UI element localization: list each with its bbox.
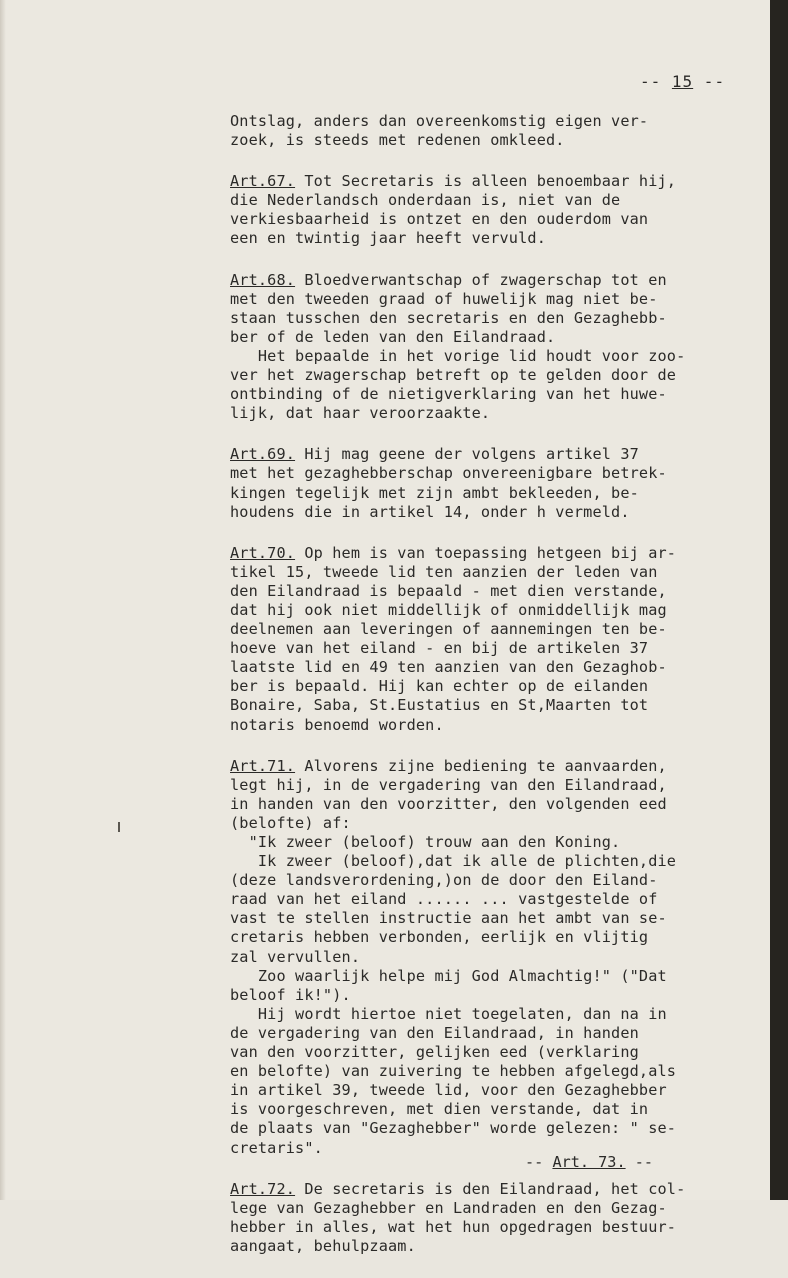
line-text: den Eilandraad is bepaald - met dien verstande, bbox=[230, 581, 667, 600]
text-line bbox=[230, 1139, 750, 1158]
line-text: met den tweeden graad of huwelijk mag niet be- bbox=[230, 289, 658, 308]
text-line bbox=[230, 696, 750, 715]
text-line bbox=[230, 131, 750, 150]
line-text: cretaris". bbox=[230, 1138, 323, 1157]
text-line bbox=[230, 620, 750, 639]
line-text: Tot Secretaris is alleen benoembaar hij, bbox=[295, 172, 677, 191]
line-text: vast te stellen instructie aan het ambt van se- bbox=[230, 909, 667, 928]
line-text: "Ik zweer (beloof) trouw aan den Koning. bbox=[230, 833, 621, 851]
line-text: lege van Gezaghebber en Landraden en den Gezag- bbox=[230, 1198, 667, 1217]
text-line bbox=[230, 366, 750, 385]
line-text: Ik zweer (beloof),dat ik alle de plichten,die bbox=[230, 852, 677, 871]
text-line bbox=[230, 484, 750, 503]
text-line bbox=[230, 1100, 750, 1119]
page-number: -- 15 -- bbox=[640, 72, 726, 91]
article-heading: Art.68. bbox=[230, 270, 296, 289]
text-line bbox=[230, 948, 750, 967]
line-text: notaris benoemd worden. bbox=[230, 715, 444, 734]
article-heading: Art.72. bbox=[230, 1179, 296, 1198]
text-line bbox=[230, 229, 750, 248]
text-line bbox=[230, 544, 750, 563]
text-line bbox=[230, 503, 750, 522]
text-line bbox=[230, 347, 750, 366]
line-text: is voorgeschreven, met dien verstande, dat in bbox=[230, 1100, 649, 1119]
line-text: (belofte) af: bbox=[230, 813, 351, 832]
paragraph bbox=[230, 112, 750, 150]
text-line bbox=[230, 1081, 750, 1100]
text-line bbox=[230, 309, 750, 328]
line-text: raad van het eiland ...... ... vastgestelde of bbox=[230, 890, 658, 909]
text-line bbox=[230, 404, 750, 423]
line-text: Ontslag, anders dan overeenkomstig eigen ver- bbox=[230, 112, 649, 130]
line-text: Hij wordt hiertoe niet toegelaten, dan na in bbox=[230, 1004, 667, 1023]
text-line bbox=[230, 1043, 750, 1062]
article-heading: Art.67. bbox=[230, 172, 296, 191]
next-article-reference: -- Art. 73. -- bbox=[525, 1153, 654, 1171]
line-text: en belofte) van zuivering te hebben afgelegd,als bbox=[230, 1062, 677, 1081]
article-heading: Art.71. bbox=[230, 756, 296, 775]
line-text: in artikel 39, tweede lid, voor den Gezaghebber bbox=[230, 1081, 667, 1100]
text-line bbox=[230, 639, 750, 658]
text-line bbox=[230, 1180, 750, 1199]
line-text: ber is bepaald. Hij kan echter op de eilanden bbox=[230, 677, 649, 696]
line-text: Bonaire, Saba, St.Eustatius en St,Maarten tot bbox=[230, 696, 649, 715]
text-line bbox=[230, 890, 750, 909]
text-line bbox=[230, 852, 750, 871]
page-left-edge-shadow bbox=[0, 0, 6, 1200]
text-line bbox=[230, 582, 750, 601]
line-text: staan tusschen den secretaris en den Gezaghebb- bbox=[230, 308, 667, 327]
line-text: ontbinding of de nietigverklaring van het huwe- bbox=[230, 385, 667, 404]
text-line bbox=[230, 112, 750, 131]
line-text: Op hem is van toepassing hetgeen bij ar- bbox=[295, 543, 677, 562]
article-heading: Art.69. bbox=[230, 445, 296, 464]
text-line bbox=[230, 601, 750, 620]
text-line bbox=[230, 290, 750, 309]
line-text: een en twintig jaar heeft vervuld. bbox=[230, 229, 546, 248]
line-text: Bloedverwantschap of zwagerschap tot en bbox=[295, 270, 667, 289]
line-text: legt hij, in de vergadering van den Eilandraad, bbox=[230, 775, 667, 794]
text-line bbox=[230, 385, 750, 404]
text-line bbox=[230, 464, 750, 483]
text-line bbox=[230, 1218, 750, 1237]
text-line bbox=[230, 1024, 750, 1043]
text-line bbox=[230, 328, 750, 347]
paragraph bbox=[230, 1180, 750, 1256]
text-line bbox=[230, 445, 750, 464]
article-heading: Art.70. bbox=[230, 543, 296, 562]
line-text: hoeve van het eiland - en bij de artikelen 37 bbox=[230, 639, 649, 658]
text-line bbox=[230, 928, 750, 947]
text-line bbox=[230, 776, 750, 795]
page-right-border bbox=[770, 0, 788, 1200]
line-text: Het bepaalde in het vorige lid houdt voor zoo- bbox=[230, 346, 686, 365]
paragraph bbox=[230, 544, 750, 735]
line-text: die Nederlandsch onderdaan is, niet van de bbox=[230, 191, 621, 210]
paragraph bbox=[230, 445, 750, 521]
text-line bbox=[230, 1237, 750, 1256]
line-text: laatste lid en 49 ten aanzien van den Gezaghob- bbox=[230, 658, 667, 677]
text-line bbox=[230, 795, 750, 814]
paragraph bbox=[230, 172, 750, 248]
line-text: cretaris hebben verbonden, eerlijk en vlijtig bbox=[230, 928, 649, 947]
line-text: (deze landsverordening,)on de door den Eiland- bbox=[230, 871, 658, 890]
text-line bbox=[230, 563, 750, 582]
line-text: kingen tegelijk met zijn ambt bekleeden, be- bbox=[230, 483, 639, 502]
line-text: zal vervullen. bbox=[230, 947, 361, 966]
text-line bbox=[230, 833, 750, 852]
text-line bbox=[230, 1119, 750, 1138]
text-line bbox=[230, 172, 750, 191]
text-line bbox=[230, 1062, 750, 1081]
line-text: ver het zwagerschap betreft op te gelden door de bbox=[230, 366, 677, 385]
line-text: de plaats van "Gezaghebber" worde gelezen: " se- bbox=[230, 1119, 677, 1138]
line-text: houdens die in artikel 14, onder h vermeld. bbox=[230, 502, 630, 521]
line-text: Alvorens zijne bediening te aanvaarden, bbox=[295, 756, 667, 775]
text-line bbox=[230, 271, 750, 290]
text-line bbox=[230, 677, 750, 696]
line-text: dat hij ook niet middellijk of onmiddellijk mag bbox=[230, 600, 667, 619]
line-text: Hij mag geene der volgens artikel 37 bbox=[295, 445, 639, 464]
paragraph bbox=[230, 757, 750, 1158]
text-line bbox=[230, 658, 750, 677]
line-text: verkiesbaarheid is ontzet en den ouderdom van bbox=[230, 210, 649, 229]
line-text: met het gezaghebberschap onvereenigbare betrek- bbox=[230, 464, 667, 483]
text-line bbox=[230, 757, 750, 776]
text-line bbox=[230, 1005, 750, 1024]
text-line bbox=[230, 1199, 750, 1218]
line-text: beloof ik!"). bbox=[230, 985, 351, 1004]
article-body bbox=[230, 112, 750, 1278]
line-text: de vergadering van den Eilandraad, in handen bbox=[230, 1023, 639, 1042]
line-text: ber of de leden van den Eilandraad. bbox=[230, 327, 556, 346]
line-text: tikel 15, tweede lid ten aanzien der leden van bbox=[230, 562, 658, 581]
text-line bbox=[230, 814, 750, 833]
line-text: hebber in alles, wat het hun opgedragen bestuur- bbox=[230, 1217, 677, 1236]
text-line bbox=[230, 871, 750, 890]
paragraph bbox=[230, 271, 750, 424]
line-text: lijk, dat haar veroorzaakte. bbox=[230, 404, 491, 423]
line-text: Zoo waarlijk helpe mij God Almachtig!" ("Dat bbox=[230, 966, 667, 985]
text-line bbox=[230, 967, 750, 986]
text-line bbox=[230, 210, 750, 229]
text-line bbox=[230, 909, 750, 928]
text-line bbox=[230, 986, 750, 1005]
text-line bbox=[230, 716, 750, 735]
line-text: deelnemen aan leveringen of aannemingen ten be- bbox=[230, 620, 667, 639]
line-text: van den voorzitter, gelijken eed (verklaring bbox=[230, 1043, 639, 1062]
line-text: aangaat, behulpzaam. bbox=[230, 1236, 416, 1255]
line-text: De secretaris is den Eilandraad, het col- bbox=[295, 1179, 686, 1198]
text-line bbox=[230, 191, 750, 210]
margin-mark bbox=[118, 822, 120, 832]
line-text: in handen van den voorzitter, den volgenden eed bbox=[230, 794, 667, 813]
line-text: zoek, is steeds met redenen omkleed. bbox=[230, 131, 565, 150]
